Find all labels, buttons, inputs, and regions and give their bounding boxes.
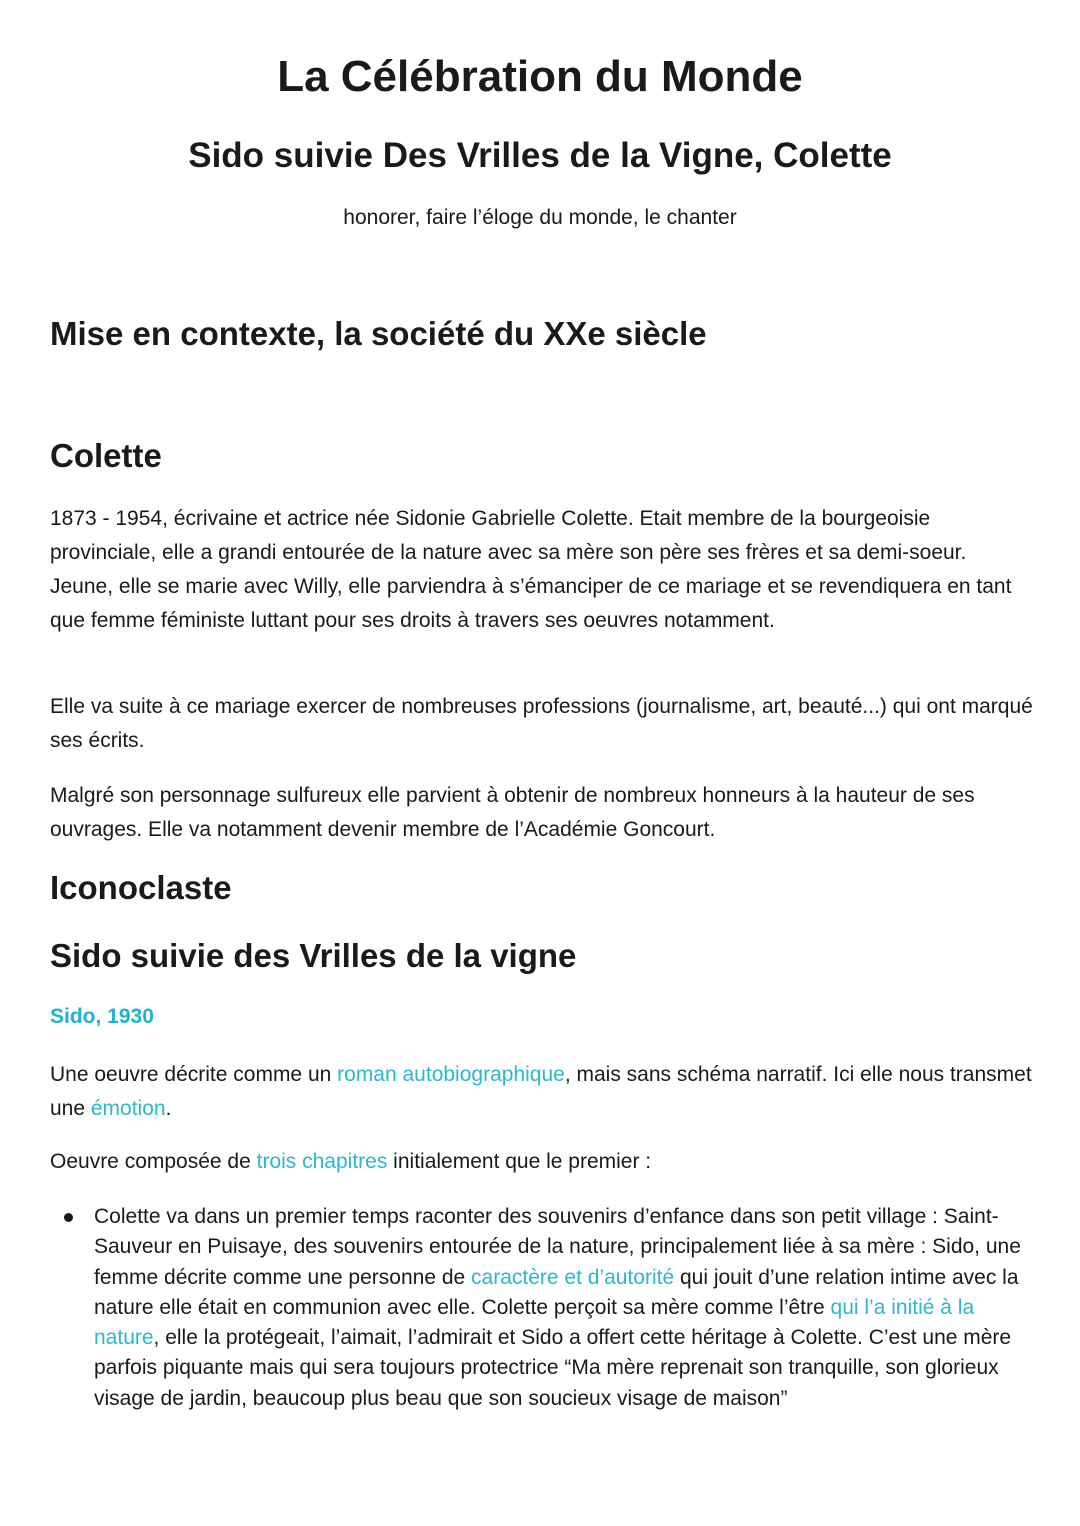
highlight-trois-chapitres: trois chapitres <box>256 1150 388 1173</box>
heading-colette: Colette <box>50 437 162 474</box>
sido-paragraph-2 <box>50 1145 1035 1179</box>
text: . <box>165 1097 172 1120</box>
heading-contexte: Mise en contexte, la société du XXe siècle <box>50 315 707 352</box>
bullet-list <box>50 1202 1034 1414</box>
highlight-roman-autobiographique: roman autobiographique <box>337 1063 565 1086</box>
text: Oeuvre composée de <box>50 1150 257 1173</box>
colette-paragraph-3: Malgré son personnage sulfureux elle parvient à obtenir de nombreux honneurs à la hauteur de ses ouvrages. Elle va notamment devenir membre de l’Académie Goncourt. <box>50 784 975 841</box>
text: qui jouit d’une relation intime avec la nature elle était en communion avec elle. Colette perçoit sa mère comme l’être <box>94 1265 1019 1319</box>
sido-subheading: Sido, 1930 <box>50 1005 154 1028</box>
sido-paragraph-1 <box>50 1058 1035 1126</box>
colette-paragraph-2: Elle va suite à ce mariage exercer de nombreuses professions (journalisme, art, beauté...) qui ont marqué ses écrits. <box>50 695 1033 752</box>
colette-paragraph-1: 1873 - 1954, écrivaine et actrice née Sidonie Gabrielle Colette. Etait membre de la bourgeoisie provinciale, elle a grandi entourée de la nature avec sa mère son père ses frères et sa demi-soeur. Jeune, elle se marie avec Willy, elle parviendra à s’émanciper de ce mariage et se revendiquera en tant que femme féministe luttant pour ses droits à travers ses oeuvres notamment. <box>50 507 1012 632</box>
text: , mais sans schéma narratif. Ici elle nous transmet une <box>50 1063 1032 1120</box>
text: , elle la protégeait, l’aimait, l’admirait et Sido a offert cette héritage à Colette. C’est une mère parfois piquante mais qui sera toujours protectrice “Ma mère reprenait son tranquille, son glorieux visage de jardin, beaucoup plus beau que son soucieux visage de maison” <box>94 1326 1012 1410</box>
highlight-caractere: caractère et d’autorité <box>471 1265 675 1289</box>
bullet-icon <box>64 1213 73 1222</box>
page-title: La Célébration du Monde <box>277 52 803 101</box>
highlight-initie-nature: qui l’a initié à la nature <box>94 1295 975 1350</box>
heading-iconoclaste: Iconoclaste <box>50 869 232 906</box>
text: Une oeuvre décrite comme un <box>50 1063 338 1086</box>
tagline: honorer, faire l’éloge du monde, le chanter <box>343 206 737 229</box>
text: initialement que le premier : <box>387 1150 652 1173</box>
highlight-emotion: émotion <box>90 1097 166 1120</box>
page-subtitle: Sido suivie Des Vrilles de la Vigne, Colette <box>188 136 892 175</box>
text: Colette va dans un premier temps raconter des souvenirs d’enfance dans son petit village : Saint-Sauveur en Puisaye, des souvenirs entourée de la nature, principalement liée à sa mère : Sido, une femme décrite comme une personne de <box>94 1205 1021 1289</box>
heading-sido-vrilles: Sido suivie des Vrilles de la vigne <box>50 937 577 974</box>
list-item <box>94 1202 1034 1414</box>
